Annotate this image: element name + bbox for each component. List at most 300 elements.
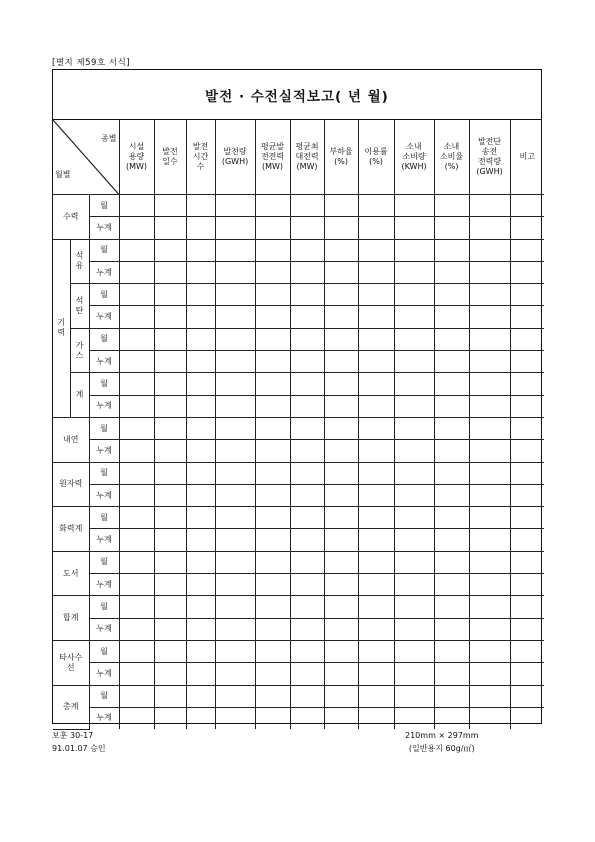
- data-entry-cell[interactable]: [215, 663, 255, 685]
- data-entry-cell[interactable]: [255, 685, 290, 707]
- data-entry-cell[interactable]: [510, 685, 544, 707]
- data-entry-cell[interactable]: [434, 574, 469, 596]
- data-entry-cell[interactable]: [324, 195, 358, 217]
- data-entry-cell[interactable]: [469, 507, 510, 529]
- data-entry-cell[interactable]: [324, 707, 358, 729]
- data-entry-cell[interactable]: [434, 685, 469, 707]
- data-entry-cell[interactable]: [290, 440, 324, 462]
- data-entry-cell[interactable]: [324, 685, 358, 707]
- data-entry-cell[interactable]: [255, 574, 290, 596]
- data-entry-cell[interactable]: [434, 640, 469, 662]
- data-entry-cell[interactable]: [290, 328, 324, 350]
- data-entry-cell[interactable]: [186, 484, 215, 506]
- data-entry-cell[interactable]: [434, 462, 469, 484]
- data-entry-cell[interactable]: [186, 284, 215, 306]
- data-entry-cell[interactable]: [290, 261, 324, 283]
- data-entry-cell[interactable]: [154, 239, 186, 261]
- data-entry-cell[interactable]: [154, 284, 186, 306]
- data-entry-cell[interactable]: [119, 417, 154, 439]
- data-entry-cell[interactable]: [154, 551, 186, 573]
- data-entry-cell[interactable]: [186, 195, 215, 217]
- data-entry-cell[interactable]: [186, 239, 215, 261]
- data-entry-cell[interactable]: [290, 484, 324, 506]
- data-entry-cell[interactable]: [154, 663, 186, 685]
- data-entry-cell[interactable]: [119, 640, 154, 662]
- table-row: [53, 217, 544, 239]
- data-entry-cell[interactable]: [186, 351, 215, 373]
- data-entry-cell[interactable]: [434, 195, 469, 217]
- data-entry-cell[interactable]: [255, 395, 290, 417]
- data-entry-cell[interactable]: [154, 685, 186, 707]
- data-entry-cell[interactable]: [394, 529, 434, 551]
- row-label-nuclear: 원자력: [53, 462, 89, 507]
- data-entry-cell[interactable]: [215, 484, 255, 506]
- data-entry-cell[interactable]: [290, 351, 324, 373]
- data-entry-cell[interactable]: [290, 284, 324, 306]
- data-entry-cell[interactable]: [394, 663, 434, 685]
- data-entry-cell[interactable]: [324, 217, 358, 239]
- approval-code: 보훈 30-17: [52, 731, 94, 740]
- data-entry-cell[interactable]: [434, 373, 469, 395]
- data-entry-cell[interactable]: [215, 351, 255, 373]
- data-entry-cell[interactable]: [358, 551, 394, 573]
- data-entry-cell[interactable]: [324, 440, 358, 462]
- data-entry-cell[interactable]: [469, 618, 510, 640]
- data-entry-cell[interactable]: [434, 484, 469, 506]
- data-entry-cell[interactable]: [358, 306, 394, 328]
- data-entry-cell[interactable]: [469, 328, 510, 350]
- data-entry-cell[interactable]: [154, 462, 186, 484]
- data-entry-cell[interactable]: [358, 507, 394, 529]
- data-entry-cell[interactable]: [215, 417, 255, 439]
- data-entry-cell[interactable]: [290, 685, 324, 707]
- data-entry-cell[interactable]: [154, 373, 186, 395]
- data-entry-cell[interactable]: [290, 417, 324, 439]
- data-entry-cell[interactable]: [119, 529, 154, 551]
- data-entry-cell[interactable]: [255, 284, 290, 306]
- data-entry-cell[interactable]: [434, 351, 469, 373]
- data-entry-cell[interactable]: [119, 707, 154, 729]
- data-entry-cell[interactable]: [255, 596, 290, 618]
- data-entry-cell[interactable]: [469, 574, 510, 596]
- data-entry-cell[interactable]: [119, 328, 154, 350]
- data-entry-cell[interactable]: [186, 507, 215, 529]
- data-entry-cell[interactable]: [119, 195, 154, 217]
- data-entry-cell[interactable]: [186, 417, 215, 439]
- data-entry-cell[interactable]: [154, 574, 186, 596]
- data-entry-cell[interactable]: [358, 574, 394, 596]
- data-entry-cell[interactable]: [290, 239, 324, 261]
- data-entry-cell[interactable]: [510, 328, 544, 350]
- data-entry-cell[interactable]: [186, 618, 215, 640]
- data-entry-cell[interactable]: [469, 596, 510, 618]
- data-entry-cell[interactable]: [186, 640, 215, 662]
- data-entry-cell[interactable]: [434, 417, 469, 439]
- data-entry-cell[interactable]: [290, 395, 324, 417]
- data-entry-cell[interactable]: [324, 507, 358, 529]
- data-entry-cell[interactable]: [510, 306, 544, 328]
- data-entry-cell[interactable]: [324, 239, 358, 261]
- data-entry-cell[interactable]: [154, 596, 186, 618]
- data-entry-cell[interactable]: [119, 395, 154, 417]
- data-entry-cell[interactable]: [469, 640, 510, 662]
- data-entry-cell[interactable]: [358, 284, 394, 306]
- data-entry-cell[interactable]: [255, 306, 290, 328]
- data-entry-cell[interactable]: [469, 462, 510, 484]
- data-entry-cell[interactable]: [434, 618, 469, 640]
- data-entry-cell[interactable]: [186, 551, 215, 573]
- data-entry-cell[interactable]: [290, 373, 324, 395]
- data-entry-cell[interactable]: [358, 640, 394, 662]
- data-entry-cell[interactable]: [154, 707, 186, 729]
- data-entry-cell[interactable]: [186, 217, 215, 239]
- data-entry-cell[interactable]: [255, 484, 290, 506]
- data-entry-cell[interactable]: [154, 261, 186, 283]
- data-entry-cell[interactable]: [119, 351, 154, 373]
- data-entry-cell[interactable]: [434, 707, 469, 729]
- data-entry-cell[interactable]: [394, 217, 434, 239]
- data-entry-cell[interactable]: [358, 217, 394, 239]
- data-entry-cell[interactable]: [215, 284, 255, 306]
- data-entry-cell[interactable]: [186, 373, 215, 395]
- data-entry-cell[interactable]: [119, 373, 154, 395]
- data-entry-cell[interactable]: [215, 685, 255, 707]
- data-entry-cell[interactable]: [434, 663, 469, 685]
- data-entry-cell[interactable]: [469, 551, 510, 573]
- data-entry-cell[interactable]: [358, 707, 394, 729]
- data-entry-cell[interactable]: [510, 417, 544, 439]
- data-entry-cell[interactable]: [510, 618, 544, 640]
- data-entry-cell[interactable]: [434, 239, 469, 261]
- data-entry-cell[interactable]: [394, 261, 434, 283]
- data-entry-cell[interactable]: [215, 328, 255, 350]
- data-entry-cell[interactable]: [215, 440, 255, 462]
- data-entry-cell[interactable]: [510, 261, 544, 283]
- corner-type-label: 종별: [101, 134, 117, 143]
- data-entry-cell[interactable]: [324, 663, 358, 685]
- data-entry-cell[interactable]: [154, 640, 186, 662]
- data-entry-cell[interactable]: [290, 306, 324, 328]
- data-entry-cell[interactable]: [510, 663, 544, 685]
- data-entry-cell[interactable]: [394, 462, 434, 484]
- table-row: [53, 417, 544, 439]
- data-entry-cell[interactable]: [394, 484, 434, 506]
- data-entry-cell[interactable]: [510, 373, 544, 395]
- data-entry-cell[interactable]: [119, 685, 154, 707]
- data-entry-cell[interactable]: [119, 596, 154, 618]
- data-entry-cell[interactable]: [358, 239, 394, 261]
- data-entry-cell[interactable]: [186, 685, 215, 707]
- data-entry-cell[interactable]: [510, 574, 544, 596]
- data-entry-cell[interactable]: [255, 462, 290, 484]
- data-entry-cell[interactable]: [324, 596, 358, 618]
- data-entry-cell[interactable]: [119, 239, 154, 261]
- data-entry-cell[interactable]: [324, 417, 358, 439]
- data-entry-cell[interactable]: [394, 596, 434, 618]
- data-entry-cell[interactable]: [255, 640, 290, 662]
- data-entry-cell[interactable]: [324, 529, 358, 551]
- data-entry-cell[interactable]: [358, 462, 394, 484]
- data-entry-cell[interactable]: [469, 529, 510, 551]
- data-entry-cell[interactable]: [255, 328, 290, 350]
- data-entry-cell[interactable]: [154, 328, 186, 350]
- col-header-average-peak-power: 평균최 대전력 (MW): [290, 120, 324, 195]
- data-entry-cell[interactable]: [469, 239, 510, 261]
- data-entry-cell[interactable]: [394, 395, 434, 417]
- data-entry-cell[interactable]: [510, 529, 544, 551]
- data-entry-cell[interactable]: [469, 685, 510, 707]
- data-entry-cell[interactable]: [215, 462, 255, 484]
- data-entry-cell[interactable]: [119, 217, 154, 239]
- data-entry-cell[interactable]: [186, 261, 215, 283]
- data-entry-cell[interactable]: [186, 596, 215, 618]
- col-header-generation-hours: 발전 시간 수: [186, 120, 215, 195]
- data-entry-cell[interactable]: [290, 640, 324, 662]
- data-entry-cell[interactable]: [434, 261, 469, 283]
- data-entry-cell[interactable]: [394, 306, 434, 328]
- data-entry-cell[interactable]: [255, 217, 290, 239]
- data-entry-cell[interactable]: [469, 440, 510, 462]
- data-entry-cell[interactable]: [469, 195, 510, 217]
- data-entry-cell[interactable]: [358, 417, 394, 439]
- data-entry-cell[interactable]: [394, 574, 434, 596]
- data-entry-cell[interactable]: [358, 596, 394, 618]
- data-entry-cell[interactable]: [154, 417, 186, 439]
- data-entry-cell[interactable]: [394, 195, 434, 217]
- data-entry-cell[interactable]: [358, 529, 394, 551]
- data-entry-cell[interactable]: [255, 417, 290, 439]
- data-entry-cell[interactable]: [434, 328, 469, 350]
- data-entry-cell[interactable]: [434, 306, 469, 328]
- data-entry-cell[interactable]: [324, 306, 358, 328]
- data-entry-cell[interactable]: [215, 618, 255, 640]
- data-entry-cell[interactable]: [324, 551, 358, 573]
- data-entry-cell[interactable]: [469, 351, 510, 373]
- data-entry-cell[interactable]: [510, 284, 544, 306]
- data-entry-cell[interactable]: [358, 261, 394, 283]
- data-entry-cell[interactable]: [154, 440, 186, 462]
- data-entry-cell[interactable]: [510, 217, 544, 239]
- data-entry-cell[interactable]: [290, 462, 324, 484]
- data-entry-cell[interactable]: [434, 551, 469, 573]
- data-entry-cell[interactable]: [358, 440, 394, 462]
- data-entry-cell[interactable]: [358, 685, 394, 707]
- data-entry-cell[interactable]: [186, 395, 215, 417]
- data-entry-cell[interactable]: [154, 395, 186, 417]
- data-entry-cell[interactable]: [394, 239, 434, 261]
- data-entry-cell[interactable]: [510, 462, 544, 484]
- data-entry-cell[interactable]: [469, 306, 510, 328]
- data-entry-cell[interactable]: [394, 417, 434, 439]
- data-entry-cell[interactable]: [255, 618, 290, 640]
- data-entry-cell[interactable]: [186, 462, 215, 484]
- data-entry-cell[interactable]: [394, 351, 434, 373]
- data-entry-cell[interactable]: [510, 484, 544, 506]
- data-entry-cell[interactable]: [394, 507, 434, 529]
- data-entry-cell[interactable]: [255, 440, 290, 462]
- data-entry-cell[interactable]: [434, 395, 469, 417]
- data-entry-cell[interactable]: [324, 351, 358, 373]
- data-entry-cell[interactable]: [154, 507, 186, 529]
- data-entry-cell[interactable]: [215, 529, 255, 551]
- data-entry-cell[interactable]: [215, 640, 255, 662]
- data-entry-cell[interactable]: [215, 551, 255, 573]
- data-entry-cell[interactable]: [358, 618, 394, 640]
- data-entry-cell[interactable]: [394, 618, 434, 640]
- data-entry-cell[interactable]: [434, 284, 469, 306]
- data-entry-cell[interactable]: [469, 395, 510, 417]
- data-entry-cell[interactable]: [119, 574, 154, 596]
- data-entry-cell[interactable]: [154, 217, 186, 239]
- data-entry-cell[interactable]: [119, 284, 154, 306]
- data-entry-cell[interactable]: [358, 484, 394, 506]
- data-entry-cell[interactable]: [510, 551, 544, 573]
- data-entry-cell[interactable]: [154, 306, 186, 328]
- data-entry-cell[interactable]: [469, 663, 510, 685]
- data-entry-cell[interactable]: [215, 596, 255, 618]
- data-entry-cell[interactable]: [324, 261, 358, 283]
- data-entry-cell[interactable]: [394, 707, 434, 729]
- data-entry-cell[interactable]: [255, 663, 290, 685]
- data-entry-cell[interactable]: [154, 529, 186, 551]
- data-entry-cell[interactable]: [215, 261, 255, 283]
- data-entry-cell[interactable]: [434, 217, 469, 239]
- data-entry-cell[interactable]: [358, 195, 394, 217]
- data-entry-cell[interactable]: [394, 284, 434, 306]
- approval-date: 91.01.07 승인: [52, 743, 106, 753]
- data-entry-cell[interactable]: [469, 707, 510, 729]
- data-entry-cell[interactable]: [469, 261, 510, 283]
- corner-month-label: 월별: [55, 170, 71, 179]
- data-entry-cell[interactable]: [119, 551, 154, 573]
- data-entry-cell[interactable]: [434, 507, 469, 529]
- data-entry-cell[interactable]: [324, 618, 358, 640]
- data-entry-cell[interactable]: [324, 395, 358, 417]
- data-entry-cell[interactable]: [324, 373, 358, 395]
- data-entry-cell[interactable]: [154, 351, 186, 373]
- data-entry-cell[interactable]: [394, 440, 434, 462]
- data-entry-cell[interactable]: [215, 306, 255, 328]
- data-entry-cell[interactable]: [434, 440, 469, 462]
- data-entry-cell[interactable]: [186, 440, 215, 462]
- data-entry-cell[interactable]: [290, 507, 324, 529]
- data-entry-cell[interactable]: [255, 261, 290, 283]
- paper-size: 210mm × 297mm: [405, 731, 479, 740]
- data-entry-cell[interactable]: [434, 529, 469, 551]
- data-entry-cell[interactable]: [255, 351, 290, 373]
- data-entry-cell[interactable]: [186, 328, 215, 350]
- data-entry-cell[interactable]: [255, 507, 290, 529]
- data-entry-cell[interactable]: [154, 618, 186, 640]
- data-entry-cell[interactable]: [215, 373, 255, 395]
- data-entry-cell[interactable]: [154, 484, 186, 506]
- data-entry-cell[interactable]: [510, 395, 544, 417]
- data-entry-cell[interactable]: [255, 707, 290, 729]
- data-entry-cell[interactable]: [154, 195, 186, 217]
- data-entry-cell[interactable]: [394, 685, 434, 707]
- data-entry-cell[interactable]: [358, 663, 394, 685]
- data-entry-cell[interactable]: [510, 351, 544, 373]
- data-entry-cell[interactable]: [510, 507, 544, 529]
- data-entry-cell[interactable]: [215, 395, 255, 417]
- data-entry-cell[interactable]: [324, 484, 358, 506]
- data-entry-cell[interactable]: [290, 596, 324, 618]
- data-entry-cell[interactable]: [510, 239, 544, 261]
- data-entry-cell[interactable]: [394, 551, 434, 573]
- data-entry-cell[interactable]: [324, 284, 358, 306]
- period-label-month: 월: [89, 328, 119, 350]
- data-entry-cell[interactable]: [255, 373, 290, 395]
- data-entry-cell[interactable]: [215, 707, 255, 729]
- data-entry-cell[interactable]: [469, 417, 510, 439]
- data-entry-cell[interactable]: [119, 618, 154, 640]
- data-entry-cell[interactable]: [215, 507, 255, 529]
- data-entry-cell[interactable]: [358, 373, 394, 395]
- data-entry-cell[interactable]: [255, 195, 290, 217]
- table-row: [53, 284, 544, 306]
- data-entry-cell[interactable]: [469, 373, 510, 395]
- data-entry-cell[interactable]: [119, 261, 154, 283]
- data-entry-cell[interactable]: [469, 217, 510, 239]
- data-entry-cell[interactable]: [324, 640, 358, 662]
- data-entry-cell[interactable]: [255, 529, 290, 551]
- data-entry-cell[interactable]: [290, 217, 324, 239]
- data-entry-cell[interactable]: [255, 551, 290, 573]
- data-entry-cell[interactable]: [119, 306, 154, 328]
- data-entry-cell[interactable]: [119, 462, 154, 484]
- data-entry-cell[interactable]: [324, 574, 358, 596]
- data-entry-cell[interactable]: [290, 663, 324, 685]
- data-entry-cell[interactable]: [119, 663, 154, 685]
- data-entry-cell[interactable]: [290, 618, 324, 640]
- data-entry-cell[interactable]: [469, 484, 510, 506]
- data-entry-cell[interactable]: [215, 574, 255, 596]
- data-entry-cell[interactable]: [394, 328, 434, 350]
- data-entry-cell[interactable]: [510, 195, 544, 217]
- data-entry-cell[interactable]: [290, 574, 324, 596]
- data-entry-cell[interactable]: [255, 239, 290, 261]
- data-entry-cell[interactable]: [358, 351, 394, 373]
- data-entry-cell[interactable]: [215, 195, 255, 217]
- data-entry-cell[interactable]: [324, 462, 358, 484]
- data-entry-cell[interactable]: [119, 440, 154, 462]
- data-entry-cell[interactable]: [186, 707, 215, 729]
- data-entry-cell[interactable]: [324, 328, 358, 350]
- data-entry-cell[interactable]: [510, 596, 544, 618]
- data-entry-cell[interactable]: [510, 640, 544, 662]
- data-entry-cell[interactable]: [469, 284, 510, 306]
- data-entry-cell[interactable]: [215, 239, 255, 261]
- data-entry-cell[interactable]: [358, 395, 394, 417]
- data-entry-cell[interactable]: [215, 217, 255, 239]
- data-entry-cell[interactable]: [394, 373, 434, 395]
- data-entry-cell[interactable]: [434, 596, 469, 618]
- data-entry-cell[interactable]: [119, 507, 154, 529]
- data-entry-cell[interactable]: [119, 484, 154, 506]
- data-entry-cell[interactable]: [186, 574, 215, 596]
- data-entry-cell[interactable]: [510, 707, 544, 729]
- data-entry-cell[interactable]: [186, 306, 215, 328]
- data-entry-cell[interactable]: [394, 640, 434, 662]
- data-entry-cell[interactable]: [290, 707, 324, 729]
- data-entry-cell[interactable]: [186, 529, 215, 551]
- data-entry-cell[interactable]: [358, 328, 394, 350]
- data-entry-cell[interactable]: [290, 529, 324, 551]
- data-entry-cell[interactable]: [186, 663, 215, 685]
- data-entry-cell[interactable]: [290, 195, 324, 217]
- data-entry-cell[interactable]: [510, 440, 544, 462]
- data-entry-cell[interactable]: [290, 551, 324, 573]
